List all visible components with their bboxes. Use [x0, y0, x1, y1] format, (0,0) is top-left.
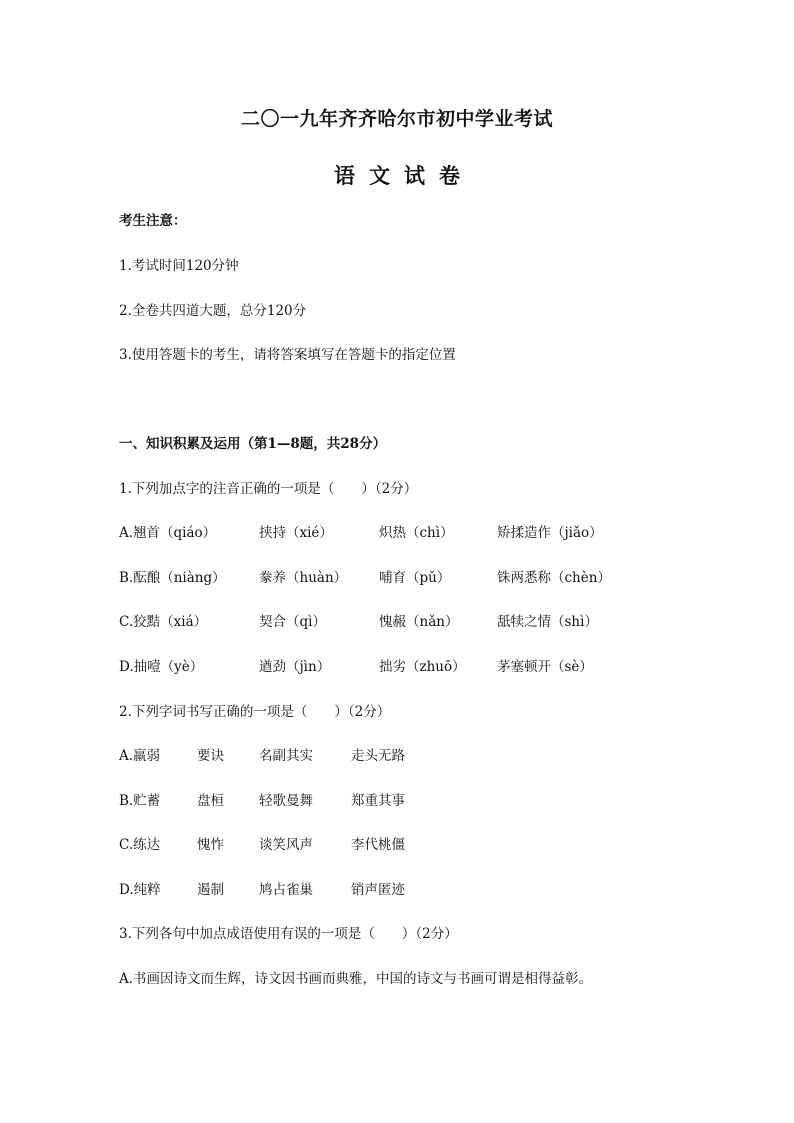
notice-item: 2.全卷共四道大题，总分120分: [119, 303, 307, 319]
option-item: 契合（qì）: [259, 614, 326, 630]
option-item: C.狡黠（xiá）: [119, 614, 208, 630]
option-item: 愧怍: [197, 837, 224, 853]
option-item: 名副其实: [259, 748, 313, 764]
option-item: 遒劲（jìn）: [259, 659, 331, 675]
option-item: C.练达: [119, 837, 161, 853]
question-1-stem: 1.下列加点字的注音正确的一项是（ ）（2分）: [119, 481, 418, 497]
option-item: 销声匿迹: [351, 882, 405, 898]
option-item: 铢两悉称（chèn）: [497, 570, 611, 586]
option-item: 谈笑风声: [259, 837, 313, 853]
option-item: 郑重其事: [351, 793, 405, 809]
option-item: 走头无路: [351, 748, 405, 764]
question-2-stem: 2.下列字词书写正确的一项是（ ）（2分）: [119, 704, 391, 720]
exam-title: 二〇一九年齐齐哈尔市初中学业考试: [240, 108, 553, 130]
option-item: 拙劣（zhuō）: [379, 659, 466, 675]
option-item: 挟持（xié）: [259, 525, 333, 541]
question-3-stem: 3.下列各句中加点成语使用有误的一项是（ ）（2分）: [119, 926, 458, 942]
option-item: B.贮蓄: [119, 793, 161, 809]
option-item: 遏制: [197, 882, 224, 898]
option-item: A.羸弱: [119, 748, 161, 764]
option-item: A.翘首（qiáo）: [119, 525, 217, 541]
section-heading: 一、知识积累及运用（第1—8题，共28分）: [119, 436, 387, 452]
option-item: 豢养（huàn）: [259, 570, 348, 586]
option-item: 鸠占雀巢: [259, 882, 313, 898]
option-item: D.抽噎（yè）: [119, 659, 204, 675]
option-item: 要诀: [197, 748, 224, 764]
option-item: 茅塞顿开（sè）: [497, 659, 593, 675]
option-item: 轻歌曼舞: [259, 793, 313, 809]
option-item: D.纯粹: [119, 882, 161, 898]
option-item: 矫揉造作（jiǎo）: [497, 525, 603, 541]
option-item: 舐犊之情（shì）: [497, 614, 598, 630]
notice-item: 1.考试时间120分钟: [119, 258, 239, 274]
notice-heading: 考生注意：: [119, 213, 187, 229]
option-item: 李代桃僵: [351, 837, 405, 853]
option-item: 炽热（chì）: [379, 525, 454, 541]
question-3-option-a: A.书画因诗文而生辉，诗文因书画而典雅，中国的诗文与书画可谓是相得益彰。: [119, 971, 593, 987]
option-item: 哺育（pǔ）: [379, 570, 451, 586]
option-item: 愧赧（nǎn）: [379, 614, 459, 630]
paper-subtitle: 语文试卷: [334, 163, 474, 188]
option-item: B.酝酿（niàng）: [119, 570, 226, 586]
option-item: 盘桓: [197, 793, 224, 809]
notice-item: 3.使用答题卡的考生，请将答案填写在答题卡的指定位置: [119, 347, 456, 363]
